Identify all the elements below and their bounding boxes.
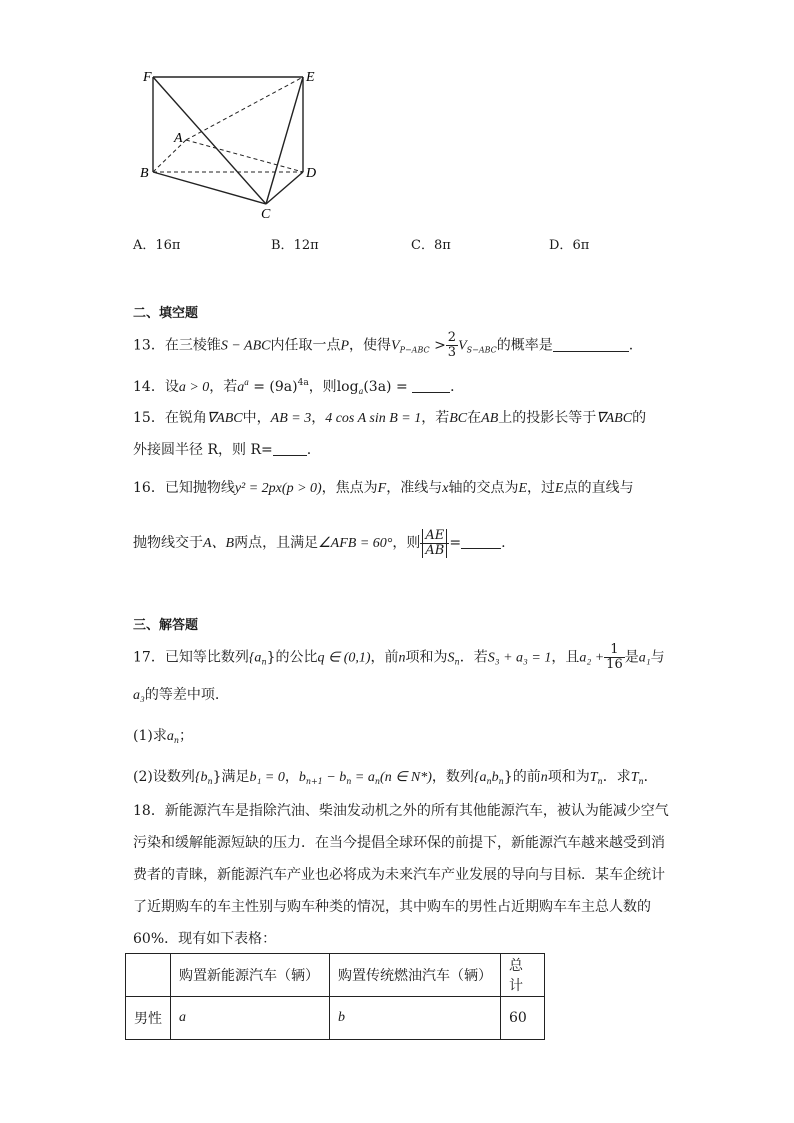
q17-number: 17． (133, 649, 165, 666)
q16-text: 点的直线与 (563, 480, 634, 496)
question-16-line2 (133, 525, 506, 562)
q17-text: 与 (650, 649, 665, 666)
q13-op: > (434, 337, 446, 354)
q16-var: E (555, 481, 564, 496)
q17-sub: n (638, 777, 644, 786)
q17-text: 已知等比数列 (164, 649, 249, 666)
question-17-part1 (133, 726, 193, 751)
q17-text: ， (284, 769, 299, 785)
q17-expr: } (212, 769, 222, 785)
q14-var: a (237, 380, 245, 395)
option-b-value: 12π (293, 238, 319, 253)
table-cell: a (171, 997, 330, 1040)
q17-var: a₃ (133, 688, 145, 703)
q17-sub: n (261, 657, 267, 667)
q16-number: 16． (133, 480, 165, 496)
question-14 (133, 372, 464, 402)
q17-text: 的公比 (275, 649, 318, 666)
q14-expr: a > 0 (178, 380, 210, 395)
edge-DC (266, 172, 303, 204)
q16-frac-num: AE (422, 529, 447, 543)
q13-text: 内任取一点 (270, 337, 341, 354)
q15-text: 上的投影长等于 (498, 410, 597, 426)
q15-number: 15． (133, 410, 165, 426)
q13-frac-num: 2 (447, 330, 457, 345)
q17-expr: {a (473, 770, 487, 785)
q18-line-5: 60%．现有如下表格： (133, 931, 277, 947)
table-header-cell: 总计 (501, 954, 545, 997)
q14-text: ，若 (209, 379, 238, 395)
option-b[interactable] (271, 234, 319, 253)
label-C: C (261, 207, 271, 222)
q17-text: 的等差中项. (144, 687, 220, 703)
question-16-line1 (133, 478, 634, 499)
q17-var: n (398, 650, 406, 666)
q17-sub: n (173, 736, 179, 745)
q17-text: ，前 (370, 649, 399, 666)
q17-part2-label: (2)设数列 (133, 769, 195, 785)
q16-text: ，则 (392, 535, 421, 551)
q13-frac-den: 3 (447, 345, 457, 360)
q15-var: BC (449, 411, 468, 426)
q17-text: ．求 (602, 769, 631, 785)
table-header-cell: 购置新能源汽车（辆） (171, 954, 330, 997)
edge-AD (186, 140, 303, 172)
q15-text: 在锐角 (164, 410, 207, 426)
q18-line-1: 18．新能源汽车是指除汽油、柴油发动机之外的所有其他能源汽车，被认为能减少空气 (133, 803, 669, 819)
table-row (126, 997, 545, 1040)
q16-text: 已知抛物线 (164, 480, 235, 496)
q15-text: 的 (632, 410, 647, 426)
edge-BC (153, 172, 266, 204)
q16-expr: ∠AFB = 60° (318, 536, 393, 551)
q17-expr: } (266, 649, 276, 666)
q17-expr: a₂ + (579, 650, 605, 666)
question-17-line2 (133, 685, 219, 706)
q14-text: ，则 (308, 379, 337, 395)
q15-expr: 4 cos A sin B = 1 (325, 411, 422, 426)
question-15-line2 (133, 440, 311, 460)
q17-sub: n (498, 777, 504, 786)
option-b-letter: B． (271, 238, 294, 253)
q14-log: log (336, 379, 359, 395)
q15-var: AB (481, 411, 499, 426)
q18-line-2: 污染和缓解能源短缺的压力．在当今提倡全球环保的前提下，新能源汽车越来越受到消 (133, 835, 665, 851)
q14-end: ． (450, 379, 465, 395)
edge-AE (186, 77, 303, 140)
q18-line-4: 了近期购车的车主性别与购车种类的情况，其中购车的男性占近期购车车主总人数的 (133, 899, 651, 915)
q17-text: ，数列 (431, 769, 474, 785)
table-header-cell (126, 954, 171, 997)
q14-sup: a (244, 377, 249, 387)
q15-text: 在 (467, 410, 482, 426)
q16-answer-blank[interactable] (461, 534, 501, 549)
q17-expr: − b (322, 770, 347, 785)
q17-expr: q ∈ (0,1) (317, 650, 371, 666)
q17-expr: = a (351, 770, 375, 785)
q17-var: n (540, 770, 548, 785)
option-a[interactable] (133, 234, 180, 253)
section-heading-solutions: 三、解答题 (133, 618, 199, 633)
q15-text: ，若 (421, 410, 450, 426)
question-17-line1 (133, 643, 665, 675)
q17-sub: n+1 (305, 777, 323, 786)
q17-text: ，且 (551, 649, 580, 666)
q17-expr: } (503, 769, 513, 785)
q17-text: 项和为 (547, 769, 590, 785)
q13-var: V (458, 338, 467, 354)
q17-fraction (604, 643, 625, 672)
q17-part1-label: (1)求 (133, 728, 167, 744)
option-a-value: 16π (155, 238, 181, 253)
q17-expr: {a (248, 650, 262, 666)
q17-text: ； (179, 728, 193, 744)
q15-expr: ∇ABC (596, 411, 633, 426)
q14-answer-blank[interactable] (412, 378, 450, 393)
table-cell: b (330, 997, 501, 1040)
q15-text: 外接圆半径 R，则 R= (133, 442, 273, 458)
q17-var: b (491, 770, 499, 785)
q16-op: = (449, 535, 462, 551)
q17-expr: S₃ + a₃ = 1 (487, 650, 552, 666)
table-cell: 男性 (126, 997, 171, 1040)
q17-var: T (630, 770, 639, 785)
q17-var: a₁ (638, 650, 651, 666)
q13-number: 13． (133, 337, 165, 354)
q17-sub: n (454, 657, 460, 667)
option-a-letter: A． (133, 238, 156, 253)
option-c-value: 8π (433, 238, 451, 253)
table-header-cell: 购置传统燃油汽车（辆） (330, 954, 501, 997)
q17-text: 的前 (512, 769, 541, 785)
q18-line-3: 费者的青睐，新能源汽车产业也必将成为未来汽车产业发展的导向与目标．某车企统计 (133, 867, 665, 883)
table-cell: 60 (501, 997, 545, 1040)
q15-text: ， (311, 410, 326, 426)
q14-text: 设 (164, 379, 179, 395)
q16-text: 抛物线交于 (133, 535, 203, 551)
q18-table (125, 953, 545, 1040)
q17-frac-num: 1 (604, 643, 625, 658)
q13-var: V (391, 338, 400, 354)
q17-var: a (166, 729, 174, 744)
q16-text: ，过 (527, 480, 556, 496)
q16-frac-den: AB (422, 544, 447, 558)
q16-text: 轴的交点为 (448, 480, 519, 496)
q15-expr: ∇ABC (206, 411, 243, 426)
edge-EC (266, 77, 303, 204)
q17-end: ． (643, 769, 658, 785)
q16-end: . (501, 535, 506, 551)
q16-expr: y² = 2px(p > 0) (234, 481, 322, 496)
q15-text: 中， (242, 410, 271, 426)
q17-expr: {b (194, 770, 208, 785)
q17-frac-den: 16 (606, 657, 623, 672)
q17-sub: n (207, 777, 213, 786)
option-d-letter: D． (549, 238, 573, 253)
q17-sub: n (597, 777, 603, 786)
q14-sup: 4a (297, 378, 309, 388)
q13-sub: P−ABC (399, 345, 430, 355)
q17-sub: n (374, 777, 381, 786)
q13-text: ，使得 (349, 337, 392, 354)
label-A: A (174, 131, 183, 146)
q13-text: 的概率是 (496, 337, 553, 354)
q17-text: ．若 (459, 649, 488, 666)
q17-expr: b₁ = 0 (249, 770, 285, 785)
q16-text: ，焦点为 (321, 480, 378, 496)
q17-expr: (n ∈ N*) (380, 770, 432, 785)
option-c[interactable] (411, 234, 451, 253)
question-13 (133, 331, 633, 363)
q17-var: S (447, 650, 455, 666)
q16-text: ，准线与 (386, 480, 443, 496)
q17-text: 是 (624, 649, 639, 666)
q17-sub: n (486, 777, 492, 786)
q17-sub: n (346, 777, 352, 786)
option-c-letter: C． (411, 238, 434, 253)
edge-FC (153, 77, 266, 204)
table-header-row (126, 954, 545, 997)
q15-end: . (306, 442, 312, 458)
q13-text: 在三棱锥 (164, 337, 221, 354)
q16-var: E (518, 481, 528, 496)
q13-expr: S − ABC (220, 338, 271, 354)
q17-text: 满足 (221, 769, 250, 785)
q13-end: . (628, 337, 634, 354)
q16-var: A、B (203, 536, 235, 551)
question-15-line1 (133, 408, 646, 429)
q16-var: F (377, 481, 387, 496)
q17-text: 项和为 (405, 649, 448, 666)
q15-expr: AB = 3 (270, 411, 312, 426)
option-d[interactable] (549, 234, 589, 253)
label-B: B (140, 166, 149, 181)
q15-answer-blank[interactable] (273, 441, 307, 456)
q14-expr: (3a) = (363, 379, 408, 395)
q13-var: P (340, 338, 350, 354)
q14-number: 14． (133, 379, 165, 395)
geometry-figure (130, 60, 330, 225)
q17-var: T (589, 770, 598, 785)
q16-var: x (442, 481, 449, 496)
q16-fraction (420, 529, 449, 558)
option-d-value: 6π (572, 238, 590, 253)
q17-var: b (298, 770, 306, 785)
q13-sub: S−ABC (466, 345, 497, 355)
label-E: E (306, 70, 315, 85)
q14-expr: = (9a) (248, 379, 298, 395)
q14-sub: a (358, 387, 364, 396)
question-17-part2 (133, 767, 658, 792)
section-heading-fill-in: 二、填空题 (133, 306, 199, 321)
q16-text: 两点，且满足 (234, 535, 319, 551)
label-D: D (306, 166, 317, 181)
label-F: F (143, 70, 152, 85)
q13-answer-blank[interactable] (553, 337, 629, 352)
q13-fraction (446, 331, 458, 360)
